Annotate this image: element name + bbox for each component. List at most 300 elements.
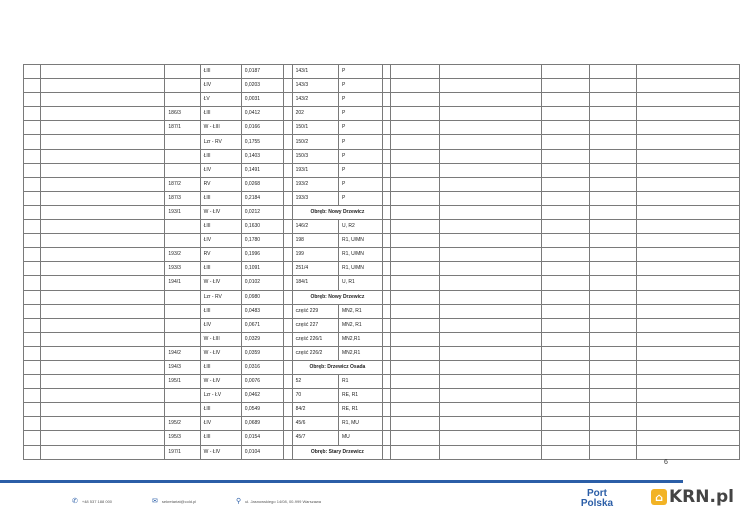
empty-cell [283,177,292,191]
empty-cell [589,65,636,79]
use-cell: P [338,107,382,121]
empty-cell [283,318,292,332]
empty-cell [24,304,41,318]
empty-cell [283,276,292,290]
empty-cell [41,417,165,431]
empty-cell [589,445,636,459]
plot-id-cell: 187/2 [165,177,200,191]
empty-cell [542,121,590,135]
empty-cell [391,121,440,135]
empty-cell [589,417,636,431]
empty-cell [24,375,41,389]
empty-cell [636,417,739,431]
use-cell: U, R1 [338,276,382,290]
empty-cell [41,262,165,276]
parcel-cell: 70 [292,389,338,403]
empty-cell [589,205,636,219]
empty-cell [589,262,636,276]
empty-cell [391,177,440,191]
empty-cell [589,403,636,417]
plot-id-cell: 193/3 [165,262,200,276]
empty-cell [636,121,739,135]
empty-cell [589,79,636,93]
empty-cell [391,360,440,374]
use-cell: MN2,R1 [338,332,382,346]
empty-cell [383,375,391,389]
empty-cell [24,431,41,445]
plot-id-cell: 193/2 [165,248,200,262]
empty-cell [383,93,391,107]
table-row [24,403,740,417]
empty-cell [283,163,292,177]
empty-cell [283,375,292,389]
table-row [24,389,740,403]
empty-cell [41,177,165,191]
empty-cell [542,149,590,163]
plot-id-cell [165,93,200,107]
empty-cell [24,276,41,290]
plot-id-cell [165,332,200,346]
use-cell: P [338,79,382,93]
empty-cell [24,79,41,93]
empty-cell [24,332,41,346]
empty-cell [41,332,165,346]
empty-cell [391,79,440,93]
use-cell: P [338,65,382,79]
use-cell: P [338,93,382,107]
empty-cell [383,403,391,417]
land-type-cell: ŁIII [200,107,241,121]
land-type-cell: ŁIV [200,318,241,332]
empty-cell [391,290,440,304]
parcel-cell: 184/1 [292,276,338,290]
empty-cell [41,445,165,459]
empty-cell [542,332,590,346]
plot-id-cell [165,220,200,234]
empty-cell [589,220,636,234]
empty-cell [542,417,590,431]
parcel-cell: 199 [292,248,338,262]
empty-cell [542,191,590,205]
empty-cell [383,191,391,205]
empty-cell [636,290,739,304]
table-row [24,431,740,445]
land-type-cell: W - ŁIV [200,346,241,360]
table-row [24,121,740,135]
empty-cell [283,191,292,205]
krn-watermark [651,487,734,507]
empty-cell [636,360,739,374]
table-row [24,135,740,149]
empty-cell [391,234,440,248]
empty-cell [383,121,391,135]
empty-cell [439,220,541,234]
empty-cell [439,135,541,149]
empty-cell [283,346,292,360]
empty-cell [383,389,391,403]
empty-cell [439,65,541,79]
use-cell: R1, U/MN [338,234,382,248]
empty-cell [24,191,41,205]
area-cell: 0,0462 [241,389,283,403]
empty-cell [391,135,440,149]
empty-cell [542,93,590,107]
empty-cell [283,79,292,93]
empty-cell [636,107,739,121]
plot-id-cell: 194/2 [165,346,200,360]
shopping-bag-icon: ⌂ [651,489,667,505]
empty-cell [24,318,41,332]
empty-cell [636,177,739,191]
empty-cell [542,318,590,332]
empty-cell [283,149,292,163]
area-cell: 0,2184 [241,191,283,205]
area-cell: 0,0671 [241,318,283,332]
empty-cell [636,346,739,360]
footer-phone [72,497,112,505]
empty-cell [41,121,165,135]
parcel-cell: 193/1 [292,163,338,177]
land-type-cell: W - ŁIV [200,375,241,389]
parcel-cell: część 227 [292,318,338,332]
table-row [24,318,740,332]
empty-cell [41,205,165,219]
empty-cell [589,389,636,403]
area-cell: 0,0154 [241,431,283,445]
empty-cell [636,375,739,389]
table-row [24,65,740,79]
parcel-cell: 193/3 [292,191,338,205]
table-row [24,332,740,346]
phone-icon: ✆ [72,498,78,505]
plot-id-cell: 195/3 [165,431,200,445]
empty-cell [283,389,292,403]
parcel-cell: część 229 [292,304,338,318]
empty-cell [41,403,165,417]
empty-cell [24,445,41,459]
area-cell: 0,1630 [241,220,283,234]
area-cell: 0,0980 [241,290,283,304]
empty-cell [41,93,165,107]
empty-cell [283,360,292,374]
table-row [24,107,740,121]
empty-cell [283,304,292,318]
table-row [24,205,740,219]
empty-cell [589,346,636,360]
land-type-cell: W - ŁIII [200,332,241,346]
empty-cell [391,149,440,163]
land-type-cell: Lzr - ŁV [200,389,241,403]
land-type-cell: RV [200,248,241,262]
empty-cell [636,135,739,149]
use-cell: P [338,177,382,191]
empty-cell [383,346,391,360]
obreb-cell: Obręb: Nowy Drzewicz [292,290,383,304]
area-cell: 0,1403 [241,149,283,163]
area-cell: 0,0076 [241,375,283,389]
empty-cell [589,163,636,177]
empty-cell [589,149,636,163]
empty-cell [542,220,590,234]
empty-cell [41,107,165,121]
empty-cell [41,431,165,445]
empty-cell [24,107,41,121]
empty-cell [283,135,292,149]
mail-icon: ✉ [152,498,158,505]
parcel-cell: 52 [292,375,338,389]
empty-cell [391,262,440,276]
plot-id-cell [165,65,200,79]
empty-cell [589,234,636,248]
area-cell: 0,0031 [241,93,283,107]
empty-cell [391,220,440,234]
table-row [24,346,740,360]
empty-cell [383,262,391,276]
parcel-cell: 143/1 [292,65,338,79]
empty-cell [41,65,165,79]
plot-id-cell [165,389,200,403]
brand-line-1: Port [587,488,607,499]
empty-cell [41,220,165,234]
empty-cell [589,318,636,332]
empty-cell [439,262,541,276]
empty-cell [636,79,739,93]
empty-cell [439,107,541,121]
empty-cell [24,121,41,135]
plot-id-cell [165,304,200,318]
empty-cell [283,290,292,304]
empty-cell [283,220,292,234]
address-text: ul. Jasnowskiego 14/08, 00-999 Warszawa [245,498,322,504]
parcel-cell: 84/2 [292,403,338,417]
area-cell: 0,0102 [241,276,283,290]
plot-id-cell [165,318,200,332]
use-cell: P [338,163,382,177]
empty-cell [542,79,590,93]
empty-cell [589,121,636,135]
parcel-cell: 143/3 [292,79,338,93]
empty-cell [636,332,739,346]
empty-cell [41,318,165,332]
area-cell: 0,0689 [241,417,283,431]
empty-cell [439,290,541,304]
footer-address [236,497,321,505]
empty-cell [383,290,391,304]
empty-cell [439,248,541,262]
area-cell: 0,0187 [241,65,283,79]
footer-divider [0,480,683,483]
empty-cell [41,79,165,93]
parcel-table [23,64,740,460]
area-cell: 0,0329 [241,332,283,346]
footer-email [152,497,196,505]
area-cell: 0,0203 [241,79,283,93]
area-cell: 0,0412 [241,107,283,121]
empty-cell [636,431,739,445]
land-type-cell: Lzr - RV [200,135,241,149]
empty-cell [383,177,391,191]
use-cell: R1 [338,375,382,389]
empty-cell [283,93,292,107]
parcel-cell: 193/2 [292,177,338,191]
empty-cell [24,389,41,403]
empty-cell [542,445,590,459]
use-cell: R1, MU [338,417,382,431]
table-row [24,262,740,276]
empty-cell [636,163,739,177]
table-row [24,163,740,177]
parcel-cell: 45/6 [292,417,338,431]
empty-cell [391,191,440,205]
area-cell: 0,1491 [241,163,283,177]
use-cell: U, R2 [338,220,382,234]
use-cell: MU [338,431,382,445]
empty-cell [283,121,292,135]
area-cell: 0,1780 [241,234,283,248]
empty-cell [636,191,739,205]
table-row [24,445,740,459]
empty-cell [439,318,541,332]
parcel-cell: część 226/2 [292,346,338,360]
plot-id-cell [165,403,200,417]
use-cell: R1, U/MN [338,262,382,276]
parcel-cell: 150/3 [292,149,338,163]
plot-id-cell: 197/1 [165,445,200,459]
empty-cell [542,248,590,262]
empty-cell [636,93,739,107]
empty-cell [283,403,292,417]
table-row [24,375,740,389]
empty-cell [383,417,391,431]
empty-cell [391,403,440,417]
empty-cell [41,360,165,374]
empty-cell [439,332,541,346]
empty-cell [283,65,292,79]
empty-cell [283,417,292,431]
empty-cell [283,205,292,219]
empty-cell [391,276,440,290]
use-cell: P [338,121,382,135]
empty-cell [283,445,292,459]
empty-cell [439,149,541,163]
empty-cell [636,262,739,276]
empty-cell [391,375,440,389]
empty-cell [589,290,636,304]
empty-cell [636,389,739,403]
empty-cell [391,445,440,459]
empty-cell [41,346,165,360]
empty-cell [439,177,541,191]
area-cell: 0,0212 [241,205,283,219]
empty-cell [636,403,739,417]
area-cell: 0,1755 [241,135,283,149]
use-cell: MN2, R1 [338,304,382,318]
plot-id-cell: 187/3 [165,191,200,205]
empty-cell [383,149,391,163]
empty-cell [439,205,541,219]
plot-id-cell: 186/3 [165,107,200,121]
land-type-cell: ŁIII [200,191,241,205]
area-cell: 0,0104 [241,445,283,459]
land-type-cell: ŁIV [200,417,241,431]
empty-cell [41,304,165,318]
empty-cell [24,417,41,431]
use-cell: P [338,191,382,205]
land-type-cell: ŁIII [200,360,241,374]
empty-cell [542,262,590,276]
empty-cell [383,360,391,374]
table-row [24,191,740,205]
area-cell: 0,0166 [241,121,283,135]
obreb-cell: Obręb: Drzewicz Osada [292,360,383,374]
empty-cell [439,360,541,374]
empty-cell [24,290,41,304]
empty-cell [636,304,739,318]
land-type-cell: ŁIV [200,234,241,248]
empty-cell [542,389,590,403]
plot-id-cell [165,290,200,304]
table-row [24,220,740,234]
area-cell: 0,0268 [241,177,283,191]
empty-cell [383,79,391,93]
plot-id-cell: 194/1 [165,276,200,290]
empty-cell [542,276,590,290]
land-type-cell: ŁV [200,93,241,107]
empty-cell [24,205,41,219]
empty-cell [589,191,636,205]
land-type-cell: W - ŁIV [200,445,241,459]
empty-cell [589,248,636,262]
empty-cell [439,304,541,318]
parcel-cell: 251/4 [292,262,338,276]
empty-cell [24,135,41,149]
empty-cell [41,389,165,403]
empty-cell [589,135,636,149]
empty-cell [542,360,590,374]
email-text: sekretariat@cold.pl [161,498,197,504]
empty-cell [283,107,292,121]
table-row [24,417,740,431]
empty-cell [283,332,292,346]
empty-cell [636,205,739,219]
use-cell: RE, R1 [338,389,382,403]
land-type-cell: ŁIV [200,163,241,177]
land-type-cell: ŁIII [200,262,241,276]
land-type-cell: ŁIV [200,79,241,93]
krn-logo-text: KRN.pl [669,487,734,507]
empty-cell [589,177,636,191]
land-type-cell: RV [200,177,241,191]
parcel-cell: część 226/1 [292,332,338,346]
empty-cell [41,375,165,389]
plot-id-cell: 194/3 [165,360,200,374]
empty-cell [589,332,636,346]
empty-cell [391,431,440,445]
parcel-cell: 146/2 [292,220,338,234]
empty-cell [24,93,41,107]
empty-cell [383,220,391,234]
empty-cell [542,346,590,360]
empty-cell [439,389,541,403]
empty-cell [542,375,590,389]
empty-cell [542,205,590,219]
parcel-cell: 150/1 [292,121,338,135]
empty-cell [589,276,636,290]
empty-cell [41,248,165,262]
plot-id-cell: 193/1 [165,205,200,219]
empty-cell [24,163,41,177]
table-row [24,93,740,107]
